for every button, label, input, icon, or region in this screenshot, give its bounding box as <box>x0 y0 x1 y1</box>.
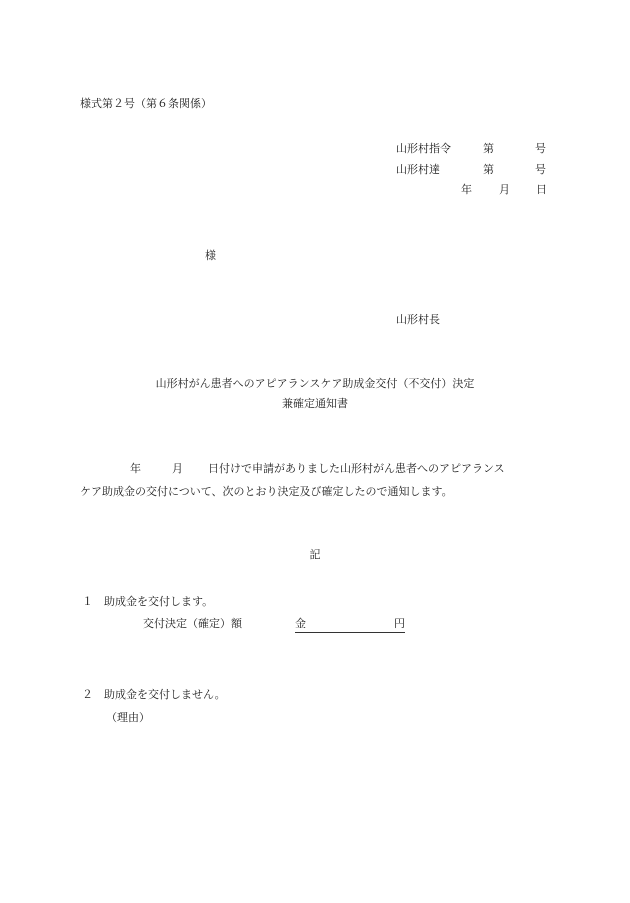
item1-line <box>82 596 213 607</box>
form-number: 様式第２号（第６条関係） <box>80 97 212 110</box>
order-number-line <box>396 143 546 154</box>
order-dai: 第 <box>483 142 494 155</box>
order-prefix: 山形村指令 <box>396 142 451 155</box>
document-title-line2: 兼確定通知書 <box>282 397 348 410</box>
amount-field <box>295 618 405 633</box>
reason-label: （理由） <box>106 711 150 724</box>
item2-line <box>82 689 226 700</box>
body-month: 月 <box>172 462 183 475</box>
date-day: 日 <box>536 183 547 196</box>
amount-en: 円 <box>394 617 405 630</box>
order-go: 号 <box>535 142 546 155</box>
amount-kin: 金 <box>295 617 306 630</box>
document-title-line1: 山形村がん患者へのアピアランスケア助成金交付（不交付）決定 <box>155 377 475 390</box>
amount-label: 交付決定（確定）額 <box>143 617 242 630</box>
body-line1 <box>130 463 505 474</box>
notice-dai: 第 <box>483 163 494 176</box>
date-line <box>461 184 547 195</box>
item2-number: ２ <box>82 688 93 701</box>
addressee-honorific: 様 <box>205 249 216 262</box>
body-line1-rest: 日付けで申請がありました山形村がん患者へのアピアランス <box>208 462 505 475</box>
item1-number: １ <box>82 595 93 608</box>
issuer-name: 山形村長 <box>396 313 440 326</box>
item1-text: 助成金を交付します。 <box>104 595 214 608</box>
item2-text: 助成金を交付しません。 <box>104 688 226 701</box>
date-month: 月 <box>499 183 510 196</box>
notice-go: 号 <box>535 163 546 176</box>
notice-prefix: 山形村達 <box>396 163 440 176</box>
date-year: 年 <box>461 183 472 196</box>
body-year: 年 <box>130 462 141 475</box>
ki-label: 記 <box>309 548 321 561</box>
body-line2: ケア助成金の交付について、次のとおり決定及び確定したので通知します。 <box>80 485 453 498</box>
notice-number-line <box>396 164 546 175</box>
